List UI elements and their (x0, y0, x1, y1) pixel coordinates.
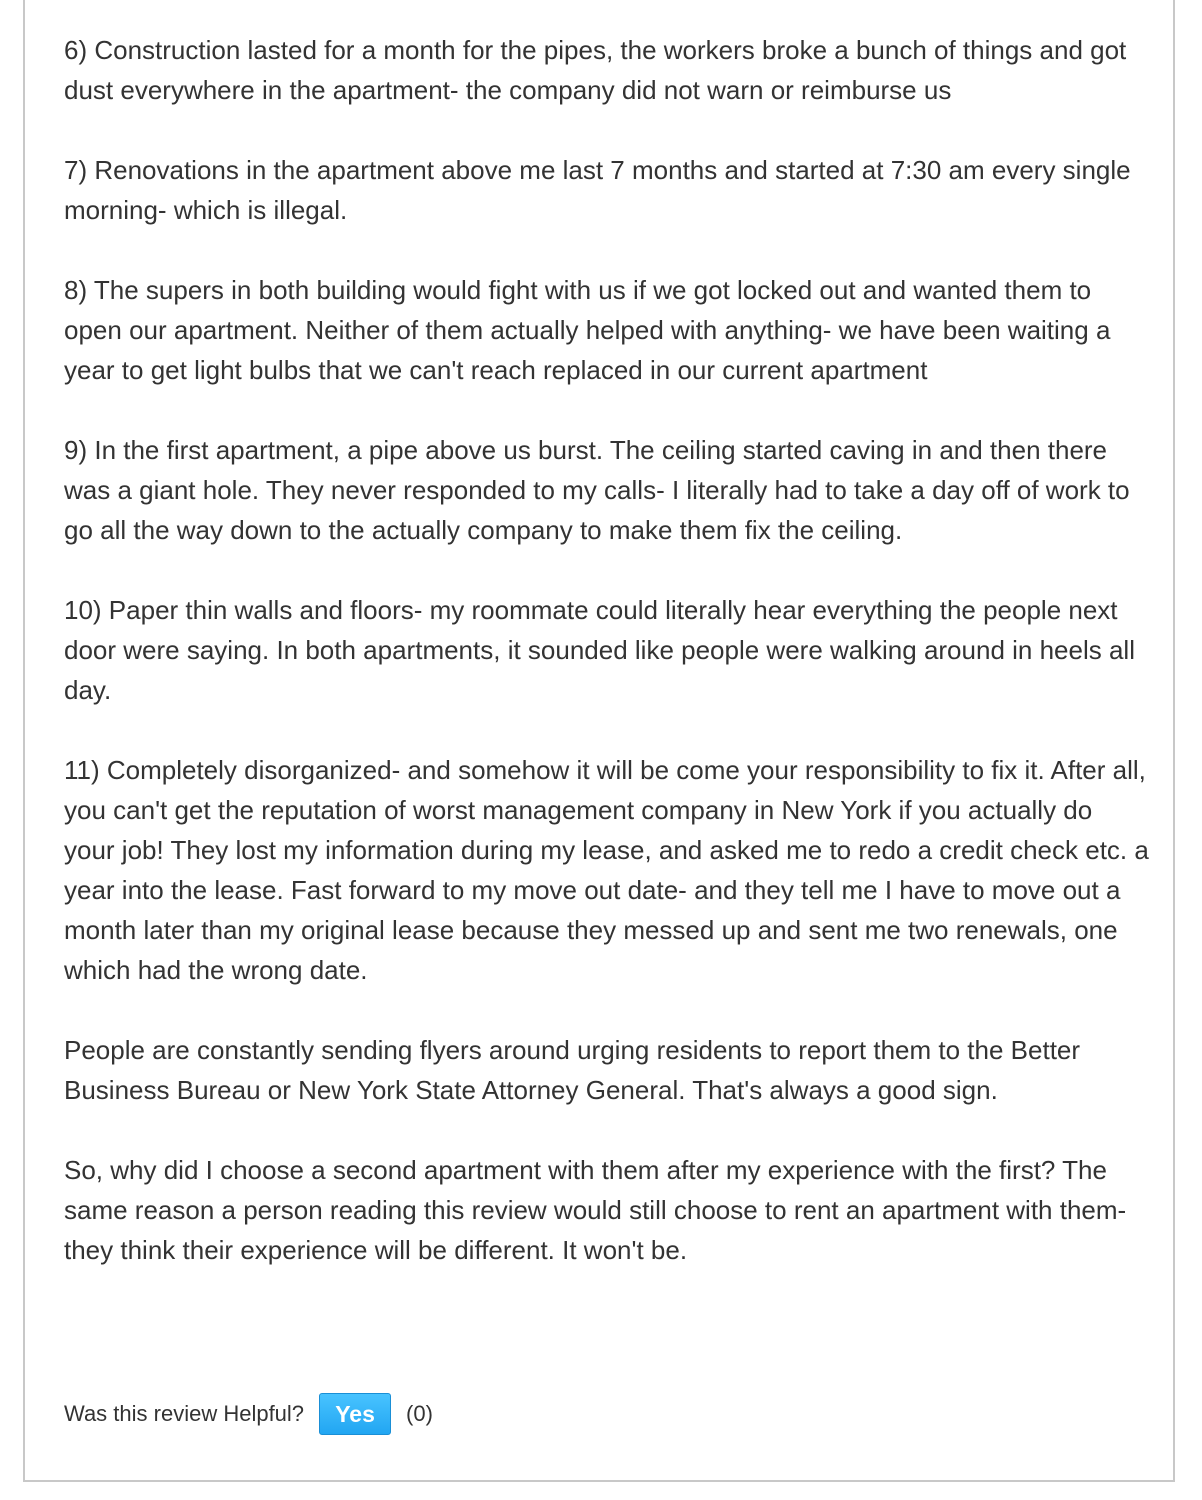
helpful-label: Was this review Helpful? (64, 1401, 305, 1426)
review-paragraph: 7) Renovations in the apartment above me last 7 months and started at 7:30 am every single morning- which is illegal. (64, 155, 1131, 225)
helpful-row (64, 1393, 433, 1435)
review-paragraph: 8) The supers in both building would fight with us if we got locked out and wanted them to open our apartment. Neither of them actually helped with anything- we have been waiting a year to get light bulbs that we can't reach replaced in our current apartment (64, 275, 1111, 385)
review-paragraph: 9) In the first apartment, a pipe above us burst. The ceiling started caving in and then there was a giant hole. They never responded to my calls- I literally had to take a day off of work to go all the way down to the actually company to make them fix the ceiling. (64, 435, 1130, 545)
review-body (64, 30, 1149, 1310)
helpful-yes-button[interactable]: Yes (319, 1393, 391, 1435)
helpful-count: (0) (406, 1401, 433, 1426)
review-card (23, 0, 1175, 1482)
review-paragraph: People are constantly sending flyers around urging residents to report them to the Better Business Bureau or New York State Attorney General. That's always a good sign. (64, 1035, 1081, 1105)
review-paragraph: 10) Paper thin walls and floors- my roommate could literally hear everything the people next door were saying. In both apartments, it sounded like people were walking around in heels all day. (64, 595, 1135, 705)
review-paragraph: 11) Completely disorganized- and somehow it will be come your responsibility to fix it. After all, you can't get the reputation of worst management company in New York if you actually do your job! They lost my information during my lease, and asked me to redo a credit check etc. a year into the lease. Fast forward to my move out date- and they tell me I have to move out a month later than my original lease because they messed up and sent me two renewals, one which had the wrong date. (64, 755, 1149, 985)
review-paragraph: So, why did I choose a second apartment with them after my experience with the first? The same reason a person reading this review would still choose to rent an apartment with them- they think their experience will be different. It won't be. (64, 1155, 1127, 1265)
review-paragraph: 6) Construction lasted for a month for the pipes, the workers broke a bunch of things and got dust everywhere in the apartment- the company did not warn or reimburse us (64, 35, 1127, 105)
